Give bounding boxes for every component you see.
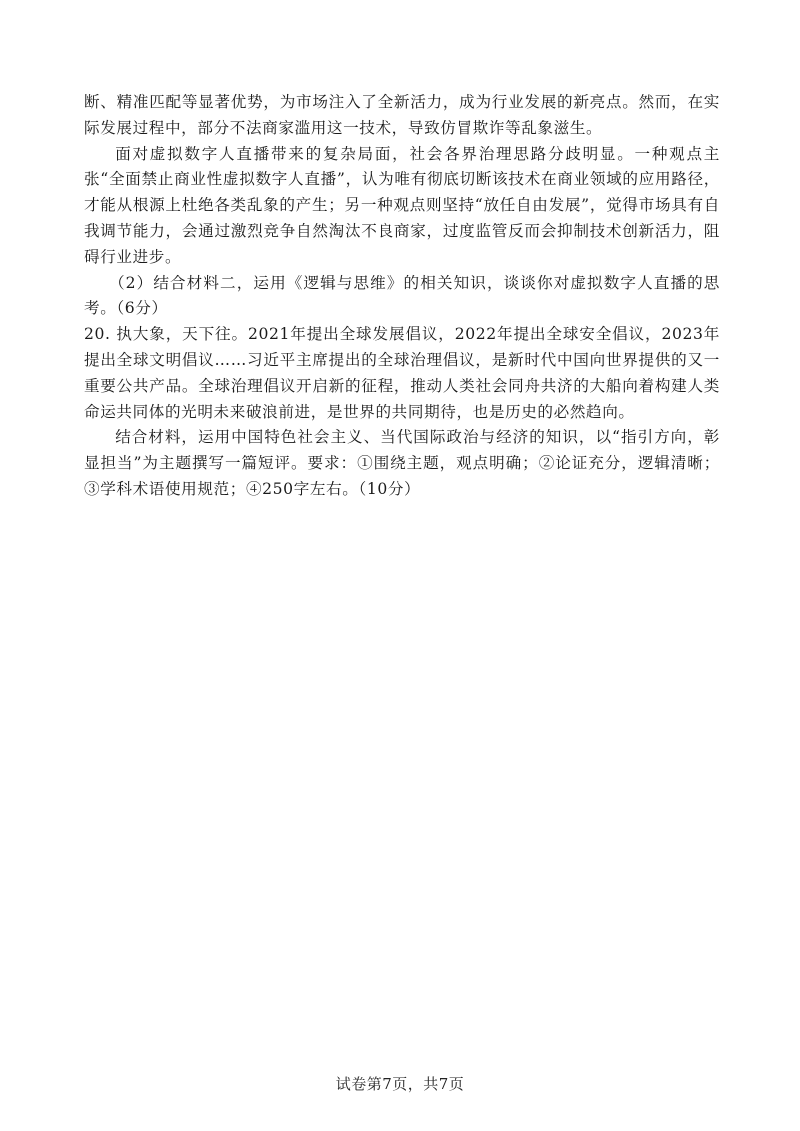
question-20-material: 20. 执大象，天下往。2021年提出全球发展倡议，2022年提出全球安全倡议，2023年提出全球文明倡议……习近平主席提出的全球治理倡议，是新时代中国向世界提供的又一重要公共产品。全球治理倡议开启新的征程，推动人类社会同舟共济的大船向着构建人类命运共同体的光明未来破浪前进，是世界的共同期待，也是历史的必然趋向。 xyxy=(84,325,720,421)
question-20-prompt: 结合材料，运用中国特色社会主义、当代国际政治与经济的知识，以“指引方向，彰显担当”为主题撰写一篇短评。要求：①围绕主题，观点明确；②论证充分，逻辑清晰；③学科术语使用规范；④250字左右。（10分） xyxy=(84,428,720,498)
material-paragraph-governance: 面对虚拟数字人直播带来的复杂局面，社会各界治理思路分歧明显。一种观点主张“全面禁止商业性虚拟数字人直播”，认为唯有彻底切断该技术在商业领域的应用路径，才能从根源上杜绝各类乱象的产生；另一种观点则坚持“放任自由发展”，觉得市场具有自我调节能力，会通过激烈竞争自然淘汰不良商家，过度监管反而会抑制技术创新活力，阻碍行业进步。 xyxy=(84,144,720,266)
question-19-2: （2）结合材料二，运用《逻辑与思维》的相关知识，谈谈你对虚拟数字人直播的思考。（6分） xyxy=(84,273,720,318)
material-paragraph-continuation: 断、精准匹配等显著优势，为市场注入了全新活力，成为行业发展的新亮点。然而，在实际发展过程中，部分不法商家滥用这一技术，导致仿冒欺诈等乱象滋生。 xyxy=(84,93,720,137)
page-footer: 试卷第7页，共7页 xyxy=(335,1075,465,1093)
page-body xyxy=(84,90,720,503)
